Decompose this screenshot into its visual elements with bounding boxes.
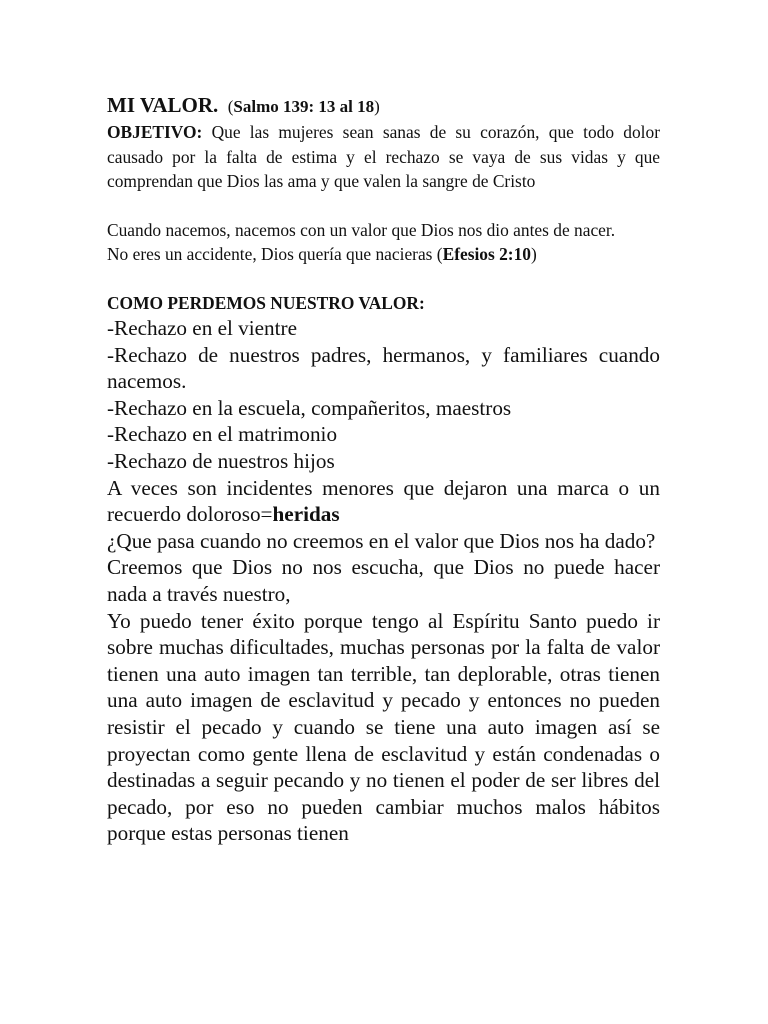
accident-reference: Efesios 2:10 (442, 244, 531, 264)
question-paragraph: ¿Que pasa cuando no creemos en el valor que Dios nos ha dado? (107, 528, 656, 553)
paragraph-spacer (107, 194, 660, 218)
objective-paragraph (107, 120, 660, 194)
list-item: -Rechazo en la escuela, compañeritos, maestros (107, 395, 512, 420)
scripture-reference: (Salmo 139: 13 al 18) (227, 97, 380, 116)
closing-paragraph: Yo puedo tener éxito porque tengo al Espíritu Santo puedo ir sobre muchas dificultades, muchas personas por la falta de valor tienen una auto imagen tan terrible, tan deplorable, otras tienen una auto imagen de esclavitud y pecado y entonces no pueden resistir el pecado y cuando se tiene una auto imagen así se proyectan como gente llena de esclavitud y están condenadas o destinadas a seguir pecando y no tienen el poder de ser libres del pecado, por eso no pueden cambiar muchos malos hábitos porque estas personas tienen (107, 608, 660, 846)
wounds-paragraph: A veces son incidentes menores que dejaron una marca o un recuerdo doloroso=heridas (107, 475, 660, 527)
wounds-emphasis: heridas (272, 502, 340, 527)
objective-label: OBJETIVO: (107, 122, 203, 142)
list-item: -Rechazo de nuestros padres, hermanos, y familiares cuando nacemos. (107, 342, 660, 394)
accident-paragraph: No eres un accidente, Dios quería que nacieras (Efesios 2:10) (107, 244, 537, 264)
belief-paragraph: Creemos que Dios no nos escucha, que Dios no puede hacer nada a través nuestro, (107, 555, 660, 606)
document-title: MI VALOR. (107, 93, 219, 117)
paragraph-spacer (107, 267, 660, 291)
document-title-line (107, 92, 660, 120)
list-item: -Rechazo de nuestros hijos (107, 448, 335, 473)
list-item: -Rechazo en el matrimonio (107, 422, 338, 447)
section-heading: COMO PERDEMOS NUESTRO VALOR: (107, 292, 425, 313)
list-item: -Rechazo en el vientre (107, 316, 297, 340)
objective-text: Que las mujeres sean sanas de su corazón, que todo dolor causado por la falta de estima y el rechazo se vaya de sus vidas y que comprendan que Dios las ama y que valen la sangre de Cristo (107, 122, 660, 191)
intro-paragraph: Cuando nacemos, nacemos con un valor que Dios nos dio antes de nacer. (107, 219, 616, 240)
document-page (107, 92, 660, 847)
